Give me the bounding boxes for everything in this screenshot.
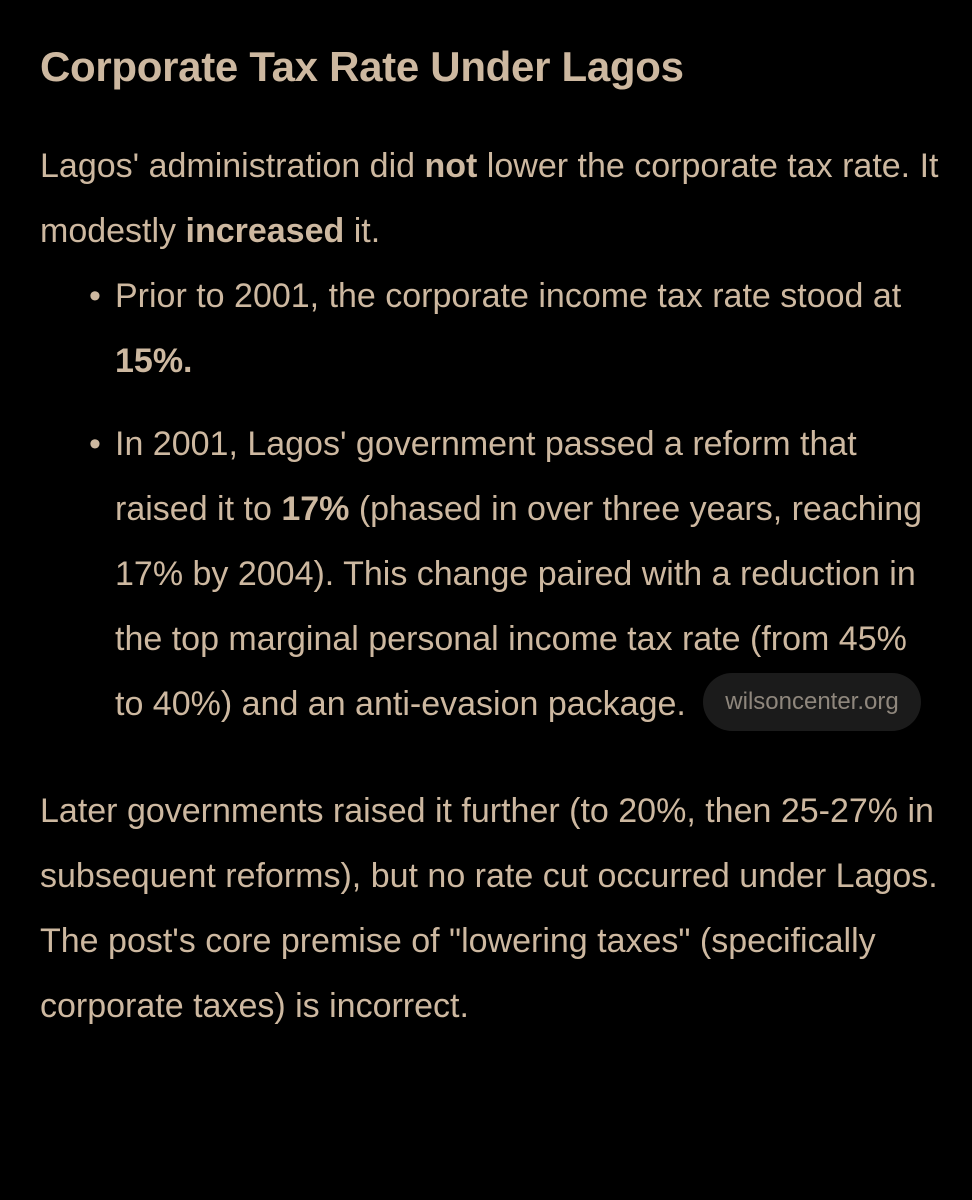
bullet-text: Prior to 2001, the corporate income tax rate stood at	[115, 277, 902, 315]
source-citation-chip[interactable]: wilsoncenter.org	[703, 673, 920, 731]
section-heading: Corporate Tax Rate Under Lagos	[40, 43, 684, 90]
intro-bold-increased: increased	[185, 212, 345, 250]
intro-bold-not: not	[424, 147, 478, 185]
bullet-bold: 17%	[281, 490, 350, 528]
response-content	[40, 38, 940, 1039]
bullet-text-tail: (phased in over three years, reaching 17% by 2004). This change paired with a reduction in the top marginal personal income tax rate (from 45% to 40%) and an anti-evasion package.	[115, 490, 923, 723]
bullet-bold: 15%.	[115, 342, 193, 380]
intro-text-3: it.	[344, 212, 381, 250]
intro-text-2: lower the corporate tax rate. It modestly	[40, 147, 939, 250]
intro-text-1: Lagos' administration did	[40, 147, 425, 185]
conclusion-paragraph: Later governments raised it further (to 20%, then 25-27% in subsequent reforms), but no rate cut occurred under Lagos. The post's core premise of "lowering taxes" (specifically corporate taxes) is incorrect.	[40, 792, 938, 1025]
bullet-text: In 2001, Lagos' government passed a reform that raised it to	[115, 425, 857, 528]
bullet-dot: •	[89, 425, 101, 463]
bullet-list	[40, 264, 940, 737]
intro-paragraph	[40, 134, 940, 264]
list-item	[40, 412, 940, 737]
list-item	[40, 264, 940, 394]
bullet-dot: •	[89, 277, 101, 315]
